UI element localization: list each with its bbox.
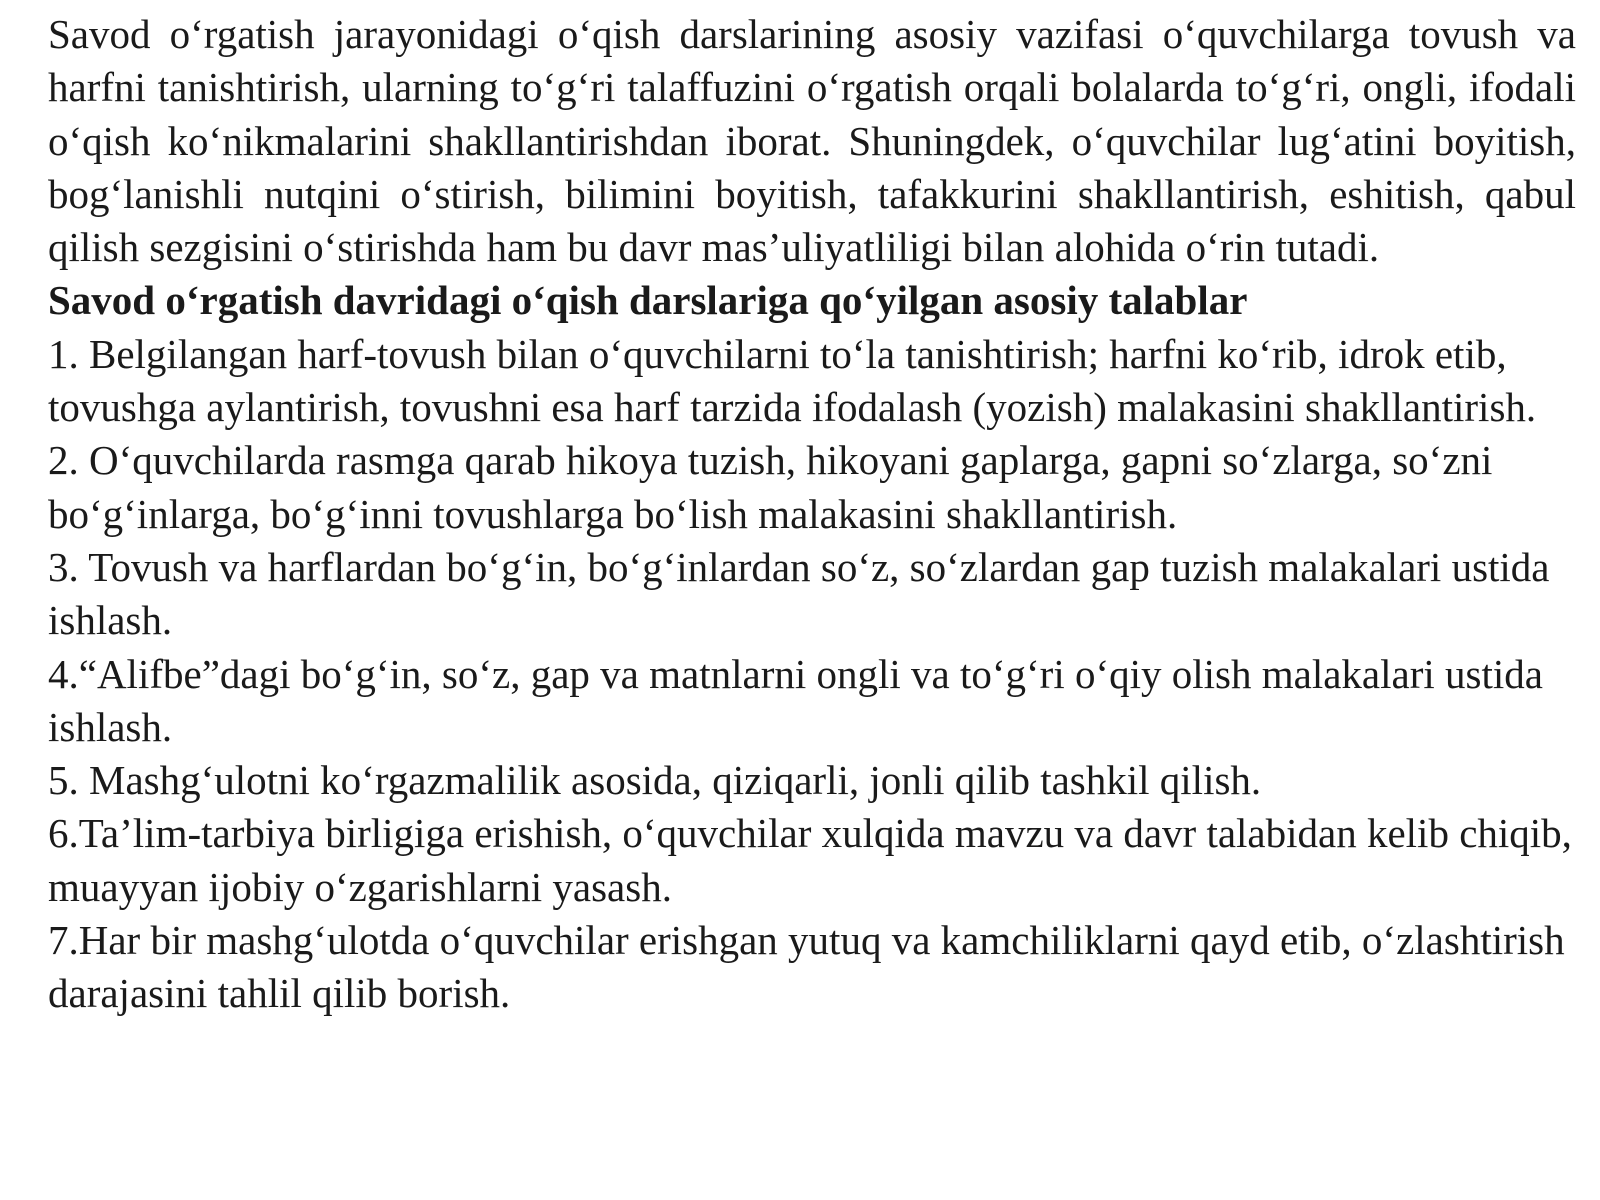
requirement-item-3: 3. Tovush va harflardan bo‘g‘in, bo‘g‘inlardan so‘z, so‘zlardan gap tuzish malakalari ustida ishlash. (48, 543, 1550, 644)
document-page (48, 8, 1576, 1021)
intro-paragraph: Savod o‘rgatish jarayonidagi o‘qish darslarining asosiy vazifasi o‘quvchilarga tovush va harfni tanishtirish, ularning to‘g‘ri talaffuzini o‘rgatish orqali bolalarda to‘g‘ri, ongli, ifodali o‘qish ko‘nikmalarini shakllantirishdan iborat. Shuningdek, o‘quvchilar lug‘atini boyitish, bog‘lanishli nutqini o‘stirish, bilimini boyitish, tafakkurini shakllantirish, eshitish, qabul qilish sezgisini o‘stirishda ham bu davr mas’uliyatliligi bilan alohida o‘rin tutadi. (48, 11, 1576, 271)
requirement-item-2: 2. O‘quvchilarda rasmga qarab hikoya tuzish, hikoyani gaplarga, gapni so‘zlarga, so‘zni bo‘g‘inlarga, bo‘g‘inni tovushlarga bo‘lish malakasini shakllantirish. (48, 437, 1493, 537)
requirement-item-5: 5. Mashg‘ulotni ko‘rgazmalilik asosida, qiziqarli, jonli qilib tashkil qilish. (48, 757, 1262, 804)
requirement-item-4: 4.“Alifbe”dagi bo‘g‘in, so‘z, gap va matnlarni ongli va to‘g‘ri o‘qiy olish malakalari ustida ishlash. (48, 650, 1543, 750)
requirement-item-6: 6.Ta’lim-tarbiya birligiga erishish, o‘quvchilar xulqida mavzu va davr talabidan kelib chiqib, muayyan ijobiy o‘zgarishlarni yasash. (48, 810, 1572, 910)
requirements-list (48, 328, 1576, 1021)
requirement-item-7: 7.Har bir mashg‘ulotda o‘quvchilar erishgan yutuq va kamchiliklarni qayd etib, o‘zlashtirish darajasini tahlil qilib borish. (48, 917, 1565, 1017)
requirement-item-1: 1. Belgilangan harf-tovush bilan o‘quvchilarni to‘la tanishtirish; harfni ko‘rib, idrok etib, tovushga aylantirish, tovushni esa harf tarzida ifodalash (yozish) malakasini shakllantirish. (48, 330, 1537, 431)
section-heading: Savod o‘rgatish davridagi o‘qish darslariga qo‘yilgan asosiy talablar (48, 277, 1248, 324)
